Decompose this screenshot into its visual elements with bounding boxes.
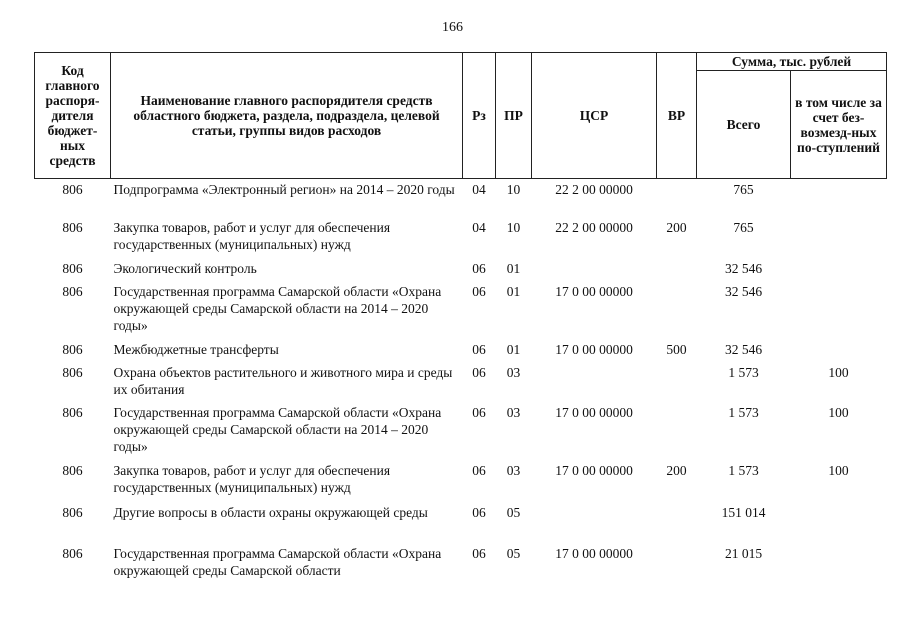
cell-vr — [657, 502, 697, 543]
cell-total: 151 014 — [721, 504, 766, 520]
cell-vr — [657, 281, 697, 339]
table-row — [35, 179, 887, 217]
header-csr: ЦСР — [532, 53, 657, 179]
header-total: Всего — [697, 71, 791, 179]
cell-pr: 01 — [506, 283, 521, 299]
cell-csr — [532, 258, 657, 281]
cell-name: Охрана объектов растительного и животного мира и среды их обитания — [113, 364, 453, 397]
cell-rz: 06 — [472, 462, 486, 478]
header-name: Наименование главного распорядителя средств областного бюджета, раздела, подраздела, целевой статьи, группы видов расходов — [111, 53, 463, 179]
cell-csr: 22 2 00 00000 — [555, 219, 633, 235]
cell-total: 32 546 — [724, 283, 763, 299]
cell-code: 806 — [62, 260, 83, 276]
cell-csr: 17 0 00 00000 — [555, 283, 633, 299]
cell-total: 1 573 — [728, 404, 759, 420]
budget-table — [34, 52, 887, 583]
cell-code: 806 — [62, 404, 83, 420]
cell-pr: 01 — [506, 260, 521, 276]
table-row — [35, 460, 887, 502]
table-row — [35, 402, 887, 460]
cell-name: Закупка товаров, работ и услуг для обеспечения государственных (муниципальных) нужд — [113, 219, 391, 252]
cell-gratuitous — [791, 258, 887, 281]
cell-csr: 17 0 00 00000 — [555, 341, 633, 357]
table-row — [35, 217, 887, 258]
table-row — [35, 258, 887, 281]
header-rz: Рз — [463, 53, 496, 179]
cell-code: 806 — [62, 283, 83, 299]
cell-name: Межбюджетные трансферты — [113, 341, 279, 357]
cell-code: 806 — [62, 182, 83, 197]
table-row — [35, 281, 887, 339]
cell-rz: 06 — [472, 404, 486, 420]
table-row — [35, 502, 887, 543]
cell-vr: 500 — [666, 341, 687, 357]
cell-total: 765 — [733, 219, 754, 235]
cell-gratuitous: 100 — [828, 462, 849, 478]
cell-name: Другие вопросы в области охраны окружающей среды — [113, 504, 428, 520]
cell-pr: 03 — [506, 462, 521, 478]
cell-total: 1 573 — [728, 364, 759, 380]
page-number: 166 — [442, 20, 463, 35]
cell-code: 806 — [62, 364, 83, 380]
cell-vr — [657, 362, 697, 402]
cell-code: 806 — [62, 545, 83, 561]
cell-gratuitous — [791, 179, 887, 217]
cell-pr: 10 — [506, 219, 521, 235]
cell-vr: 200 — [666, 219, 687, 235]
table-row — [35, 362, 887, 402]
cell-gratuitous: 100 — [828, 404, 849, 420]
cell-rz: 06 — [472, 341, 486, 357]
header-pr: ПР — [496, 53, 532, 179]
cell-rz: 06 — [472, 283, 486, 299]
cell-pr: 03 — [506, 364, 521, 380]
cell-pr: 05 — [506, 504, 521, 520]
cell-name: Экологический контроль — [113, 260, 257, 276]
cell-rz: 06 — [472, 260, 486, 276]
cell-rz: 04 — [472, 219, 486, 235]
cell-total: 32 546 — [724, 260, 763, 276]
cell-name: Подпрограмма «Электронный регион» на 2014 – 2020 годы — [113, 182, 455, 197]
cell-vr — [657, 179, 697, 217]
cell-gratuitous — [791, 281, 887, 339]
cell-code: 806 — [62, 504, 83, 520]
cell-vr — [657, 543, 697, 583]
cell-gratuitous — [791, 543, 887, 583]
table-row — [35, 543, 887, 583]
cell-pr: 05 — [506, 545, 521, 561]
cell-vr — [657, 402, 697, 460]
cell-code: 806 — [62, 219, 83, 235]
cell-rz: 06 — [472, 364, 486, 380]
header-sum: Сумма, тыс. рублей — [697, 53, 887, 71]
cell-csr: 17 0 00 00000 — [555, 462, 633, 478]
cell-vr — [657, 258, 697, 281]
cell-name: Государственная программа Самарской области «Охрана окружающей среды Самарской области на 2014 – 2020 годы» — [113, 404, 442, 454]
cell-gratuitous — [791, 339, 887, 362]
cell-pr: 03 — [506, 404, 521, 420]
cell-total: 1 573 — [728, 462, 759, 478]
cell-rz: 06 — [472, 545, 486, 561]
cell-total: 32 546 — [724, 341, 763, 357]
cell-csr: 17 0 00 00000 — [555, 404, 633, 420]
cell-name: Государственная программа Самарской области «Охрана окружающей среды Самарской области на 2014 – 2020 годы» — [113, 283, 442, 333]
table-row — [35, 339, 887, 362]
cell-name: Государственная программа Самарской области «Охрана окружающей среды Самарской области — [113, 545, 442, 578]
cell-csr: 22 2 00 00000 — [555, 182, 633, 197]
cell-total: 21 015 — [724, 545, 763, 561]
cell-gratuitous — [791, 217, 887, 258]
cell-rz: 06 — [472, 504, 486, 520]
cell-csr — [532, 502, 657, 543]
cell-name: Закупка товаров, работ и услуг для обеспечения государственных (муниципальных) нужд — [113, 462, 391, 495]
cell-total: 765 — [733, 182, 754, 197]
header-code: Код главного распоря-дителя бюджет-ных средств — [35, 53, 111, 179]
cell-rz: 04 — [472, 182, 486, 197]
cell-pr: 01 — [506, 341, 521, 357]
cell-code: 806 — [62, 341, 83, 357]
cell-vr: 200 — [666, 462, 687, 478]
cell-gratuitous: 100 — [828, 364, 849, 380]
header-gratuitous: в том числе за счет без-возмезд-ных по-ступлений — [791, 71, 887, 179]
cell-code: 806 — [62, 462, 83, 478]
cell-csr — [532, 362, 657, 402]
cell-gratuitous — [791, 502, 887, 543]
header-vr: ВР — [657, 53, 697, 179]
cell-csr: 17 0 00 00000 — [555, 545, 633, 561]
cell-pr: 10 — [506, 182, 521, 197]
